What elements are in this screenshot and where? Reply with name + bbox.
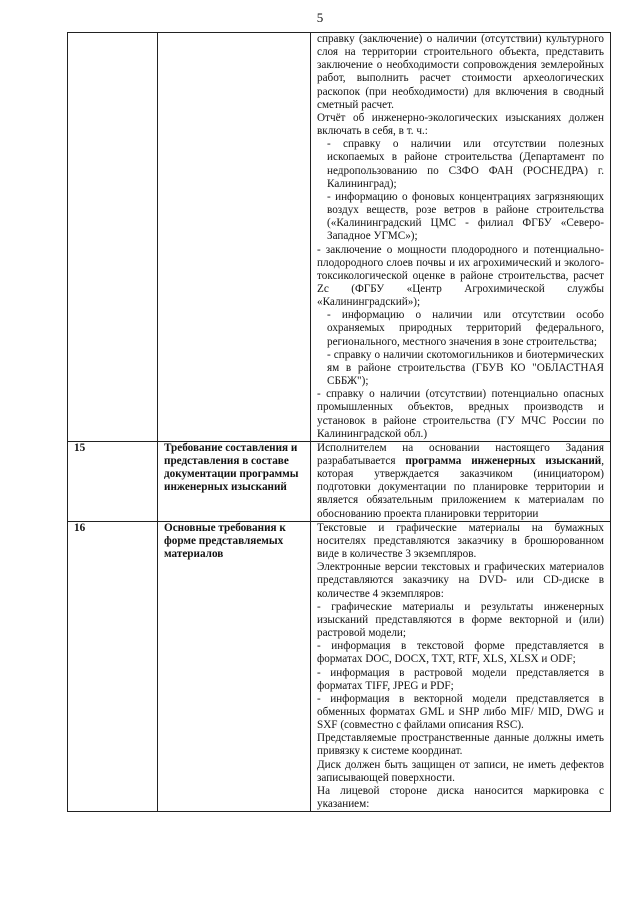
row-content-cell — [311, 33, 611, 442]
row-title: Основные требования к форме представляемых материалов — [158, 521, 311, 811]
list-item: - справку о наличии (отсутствии) потенциально опасных промышленных объектов, вредных производств и установок в районе строительства (ГУ МЧС России по Калининградской обл.) — [317, 388, 604, 440]
paragraph: Электронные версии текстовых и графических материалов представляются заказчику на DVD- или CD-диске в количестве 4 экземпляров: — [317, 561, 604, 600]
paragraph: Текстовые и графические материалы на бумажных носителях представляются заказчику в брошюрованном виде в количестве 3 экземпляров. — [317, 521, 604, 561]
row-content — [311, 521, 611, 811]
row-number: 15 — [68, 441, 158, 521]
row-title-cell — [158, 33, 311, 442]
paragraph: На лицевой стороне диска наносится маркировка с указанием: — [317, 784, 604, 811]
paragraph: Отчёт об инженерно-экологических изысканиях должен включать в себя, в т. ч.: — [317, 111, 604, 138]
row-title: Требование составления и представления в составе документации программы инженерных изысканий — [158, 441, 311, 521]
table-row-continuation — [68, 33, 611, 442]
list-item: - информацию о наличии или отсутствии особо охраняемых природных территорий федерального, регионального, местного значения в зоне строительства; — [327, 309, 604, 348]
list-item: - справку о наличии скотомогильников и биотермических ям в районе строительства (ГБУВ КО "ОБЛАСТНАЯ СББЖ"); — [327, 348, 604, 388]
paragraph: Диск должен быть защищен от записи, не иметь дефектов записывающей поверхности. — [317, 758, 604, 784]
list-item: - информацию о фоновых концентрациях загрязняющих воздух веществ, розе ветров в районе строительства («Калининградский ЦМС - филиал ФГБУ «Северо-Западное УГМС»); — [327, 190, 604, 243]
row-number-cell — [68, 33, 158, 442]
list-item: - графические материалы и результаты инженерных изысканий представляются в форме векторной и (или) растровой модели; — [317, 600, 604, 640]
bold-term: программа инженерных изысканий — [405, 455, 602, 467]
list-item: - информация в растровой модели представляется в форматах TIFF, JPEG и PDF; — [317, 666, 604, 692]
page-number: 5 — [316, 10, 324, 25]
table-row-15 — [68, 441, 611, 521]
list-item: - информация в векторной модели представляется в обменных форматах GML и SHP либо MIF/ MID, DWG и SXF (совместно с файлами описания RSC). — [317, 692, 604, 732]
list-item: - заключение о мощности плодородного и потенциально-плодородного слоев почвы и их агрохимический и эколого-токсикологической оценке в районе строительства, расчет Zc (ФГБУ «Центр Агрохимической службы «Калининградский»); — [317, 243, 604, 309]
list-item: - справку о наличии или отсутствии полезных ископаемых в районе строительства (Департамент по недропользованию по СЗФО ФАН (РОСНЕДРА) г. Калининград); — [327, 138, 604, 190]
requirements-table — [67, 32, 611, 812]
paragraph: Представляемые пространственные данные должны иметь привязку к системе координат. — [317, 732, 604, 758]
list-item: - информация в текстовой форме представляется в форматах DOC, DOCX, TXT, RTF, XLS, XLSX и ODF; — [317, 640, 604, 666]
table-row-16 — [68, 521, 611, 811]
row-number: 16 — [68, 521, 158, 811]
paragraph: справку (заключение) о наличии (отсутствии) культурного слоя на территории строительного объекта, представить заключение о необходимости сопровождения землеройных работ, выполнить расчет стоимости археологических раскопок (при необходимости) для включения в сводный сметный расчет. — [317, 33, 604, 111]
paragraph-text: Исполнителем на основании настоящего Задания разрабатывается — [317, 441, 604, 467]
row-content — [311, 441, 611, 521]
paragraph-text: , которая утверждается заказчиком (инициатором) подготовки документации по планировке территории и является обязательным приложением к материалам по обоснованию проекта планировки территории — [317, 455, 605, 520]
